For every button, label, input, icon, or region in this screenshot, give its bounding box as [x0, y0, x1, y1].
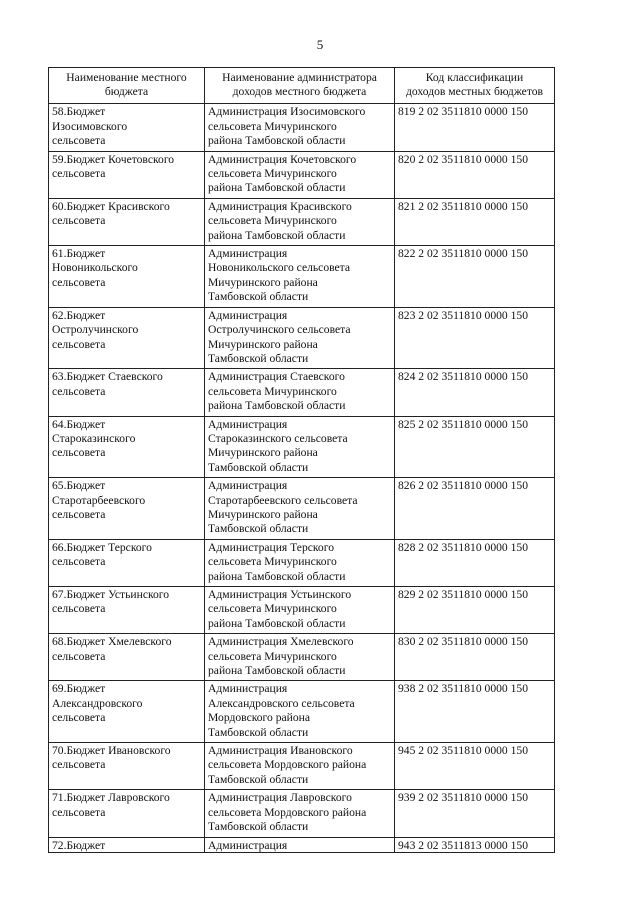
code-cell	[395, 634, 555, 681]
classification-code: 825 2 02 3511810 0000 150	[398, 417, 528, 431]
table-row	[49, 587, 555, 634]
header-classification-code	[395, 68, 555, 104]
header-row	[49, 68, 555, 104]
administrator-name: Администрация Остролучинского сельсовета Мичуринского района Тамбовской области	[208, 308, 351, 365]
budget-name-cell	[49, 416, 205, 478]
budget-name-cell	[49, 307, 205, 369]
code-cell	[395, 246, 555, 308]
table-row	[49, 246, 555, 308]
budget-name-cell	[49, 198, 205, 245]
classification-code: 822 2 02 3511810 0000 150	[398, 247, 528, 261]
code-cell	[395, 743, 555, 790]
header-administrator	[205, 68, 395, 104]
classification-code: 821 2 02 3511810 0000 150	[398, 199, 528, 213]
code-cell	[395, 837, 555, 852]
administrator-name: Администрация	[208, 838, 288, 852]
budget-name: 67.Бюджет Устьинского сельсовета	[52, 588, 170, 616]
administrator-cell	[205, 587, 395, 634]
administrator-cell	[205, 743, 395, 790]
code-cell	[395, 307, 555, 369]
budget-name: 62.Бюджет Остролучинского сельсовета	[52, 308, 139, 351]
budget-name-cell	[49, 790, 205, 837]
budget-name: 68.Бюджет Хмелевского сельсовета	[52, 635, 172, 663]
budget-table	[48, 67, 555, 853]
administrator-name: Администрация Александровского сельсовета Мордовского района Тамбовской области	[208, 682, 355, 739]
administrator-cell	[205, 790, 395, 837]
table-row	[49, 151, 555, 198]
classification-code: 820 2 02 3511810 0000 150	[398, 152, 528, 166]
table-row	[49, 307, 555, 369]
budget-name-cell	[49, 151, 205, 198]
administrator-name: Администрация Хмелевского сельсовета Мичуринского района Тамбовской области	[208, 635, 354, 678]
table-row	[49, 634, 555, 681]
table-row	[49, 539, 555, 586]
budget-name-cell	[49, 837, 205, 852]
administrator-name: Администрация Лавровского сельсовета Мордовского района Тамбовской области	[208, 791, 367, 834]
code-cell	[395, 587, 555, 634]
table-row	[49, 743, 555, 790]
table-row	[49, 681, 555, 743]
code-cell	[395, 539, 555, 586]
budget-name-cell	[49, 681, 205, 743]
administrator-cell	[205, 307, 395, 369]
table-row	[49, 369, 555, 416]
budget-name: 70.Бюджет Ивановского сельсовета	[52, 744, 171, 772]
budget-name: 58.Бюджет Изосимовского сельсовета	[52, 105, 128, 148]
budget-name: 65.Бюджет Старотарбеевского сельсовета	[52, 479, 146, 521]
code-cell	[395, 198, 555, 245]
header-budget-name	[49, 68, 205, 104]
budget-name: 64.Бюджет Староказинского сельсовета	[52, 417, 136, 460]
code-cell	[395, 151, 555, 198]
classification-code: 830 2 02 3511810 0000 150	[398, 635, 528, 649]
code-cell	[395, 416, 555, 478]
classification-code: 829 2 02 3511810 0000 150	[398, 588, 528, 601]
administrator-cell	[205, 681, 395, 743]
classification-code: 819 2 02 3511810 0000 150	[398, 105, 528, 119]
budget-name-cell	[49, 478, 205, 540]
administrator-name: Администрация Кочетовского сельсовета Мичуринского района Тамбовской области	[208, 152, 357, 195]
budget-name: 66.Бюджет Терского сельсовета	[52, 540, 152, 569]
administrator-cell	[205, 837, 395, 852]
administrator-name: Администрация Красивского сельсовета Мичуринского района Тамбовской области	[208, 199, 352, 242]
classification-code: 826 2 02 3511810 0000 150	[398, 479, 528, 493]
classification-code: 945 2 02 3511810 0000 150	[398, 744, 528, 758]
header-classification-code-text: Код классификации доходов местных бюджетов	[405, 71, 544, 99]
budget-name-cell	[49, 587, 205, 634]
administrator-name: Администрация Стаевского сельсовета Мичуринского района Тамбовской области	[208, 370, 346, 413]
administrator-name: Администрация Новоникольского сельсовета Мичуринского района Тамбовской области	[208, 247, 351, 304]
header-budget-name-text: Наименование местного бюджета	[66, 71, 187, 99]
administrator-name: Администрация Терского сельсовета Мичуринского района Тамбовской области	[208, 540, 346, 583]
code-cell	[395, 478, 555, 540]
code-cell	[395, 790, 555, 837]
budget-name: 60.Бюджет Красивского сельсовета	[52, 199, 170, 228]
administrator-cell	[205, 478, 395, 540]
header-administrator-text: Наименование администратора доходов местного бюджета	[222, 71, 377, 99]
administrator-name: Администрация Старотарбеевского сельсовета Мичуринского района Тамбовской области	[208, 479, 358, 536]
table-header	[49, 68, 555, 104]
table-body	[49, 104, 555, 852]
classification-code: 828 2 02 3511810 0000 150	[398, 540, 528, 554]
budget-name: 71.Бюджет Лавровского сельсовета	[52, 791, 170, 819]
page-number: 5	[316, 37, 324, 52]
table-row	[49, 198, 555, 245]
administrator-cell	[205, 416, 395, 478]
budget-name-cell	[49, 104, 205, 151]
administrator-cell	[205, 246, 395, 308]
budget-name: 69.Бюджет Александровского сельсовета	[52, 682, 143, 725]
classification-code: 824 2 02 3511810 0000 150	[398, 370, 528, 384]
table-row	[49, 790, 555, 837]
code-cell	[395, 104, 555, 151]
table-row	[49, 837, 555, 852]
administrator-name: Администрация Изосимовского сельсовета Мичуринского района Тамбовской области	[208, 105, 366, 148]
budget-name-cell	[49, 743, 205, 790]
code-cell	[395, 369, 555, 416]
table-row	[49, 416, 555, 478]
budget-name-cell	[49, 539, 205, 586]
budget-name-cell	[49, 246, 205, 308]
administrator-cell	[205, 104, 395, 151]
budget-name: 59.Бюджет Кочетовского сельсовета	[52, 152, 175, 181]
administrator-cell	[205, 539, 395, 586]
classification-code: 943 2 02 3511813 0000 150	[398, 838, 528, 852]
administrator-name: Администрация Староказинского сельсовета Мичуринского района Тамбовской области	[208, 417, 348, 474]
classification-code: 823 2 02 3511810 0000 150	[398, 308, 528, 322]
administrator-cell	[205, 369, 395, 416]
administrator-cell	[205, 634, 395, 681]
classification-code: 938 2 02 3511810 0000 150	[398, 682, 528, 696]
budget-name: 61.Бюджет Новоникольского сельсовета	[52, 247, 138, 289]
administrator-cell	[205, 198, 395, 245]
table-row	[49, 104, 555, 151]
administrator-name: Администрация Ивановского сельсовета Мордовского района Тамбовской области	[208, 744, 367, 786]
code-cell	[395, 681, 555, 743]
budget-name-cell	[49, 634, 205, 681]
budget-name: 72.Бюджет	[52, 838, 106, 852]
budget-name-cell	[49, 369, 205, 416]
administrator-cell	[205, 151, 395, 198]
administrator-name: Администрация Устьинского сельсовета Мичуринского района Тамбовской области	[208, 588, 352, 630]
budget-name: 63.Бюджет Стаевского сельсовета	[52, 370, 163, 398]
classification-code: 939 2 02 3511810 0000 150	[398, 791, 528, 805]
table-row	[49, 478, 555, 540]
